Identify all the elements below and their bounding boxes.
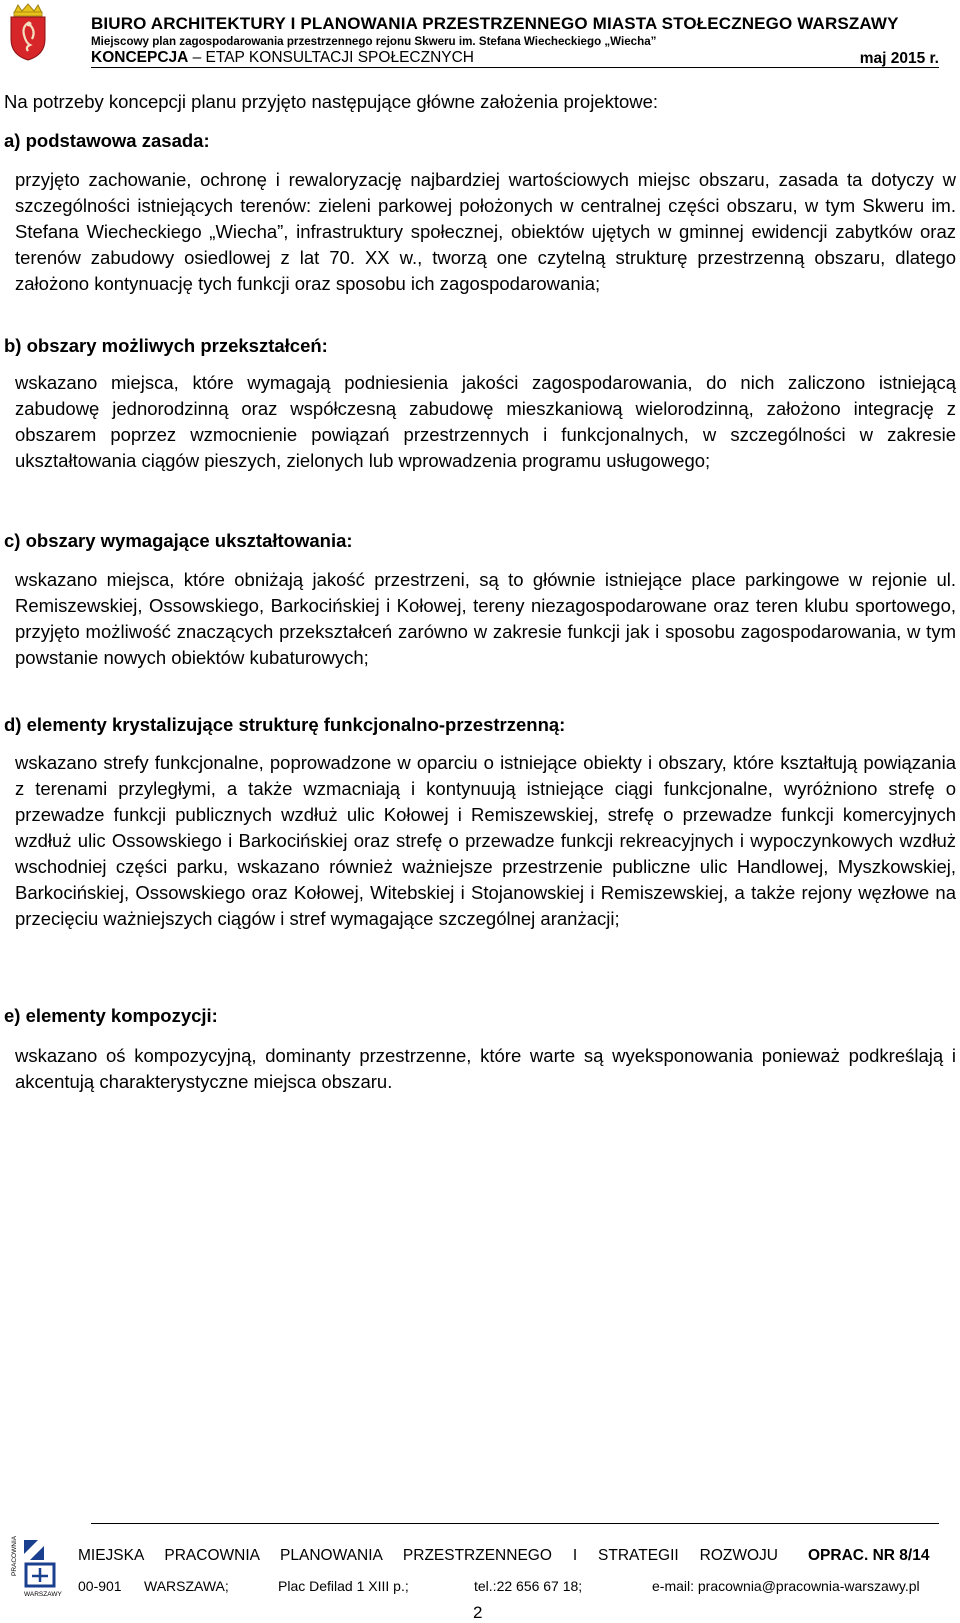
section-heading-a: a) podstawowa zasada: [4, 130, 210, 151]
footer-email: e-mail: pracownia@pracownia-warszawy.pl [652, 1578, 920, 1594]
pracownia-logo-icon [10, 1534, 64, 1598]
section-text-d: wskazano strefy funkcjonalne, poprowadzone w oparciu o istniejące obiekty i obszary, które kształtują powiązania z terenami przyległymi, a także wzmacniają i kontynuują istniejące ciągi funkcjonalne, wyróżniono strefę o przewadze funkcji publicznych wzdłuż ulic Kołowej i Remiszewskiej, strefę o przewadze funkcji komercyjnych wzdłuż ulic Ossowskiego i Barkocińskiej oraz strefę o przewadze funkcji rekreacyjnych i wypoczynkowych wzdłuż wschodniej części parku, wskazano również ważniejsze przestrzenie publiczne ulic Handlowej, Myszkowskiej, Barkocińskiej, Ossowskiego oraz Kołowej, Witebskiej i Stojanowskiej i Remiszewskiej, a także rejony węzłowe na przecięciu ważniejszych ciągów i stref wymagające szczególnej aranżacji; [15, 752, 956, 929]
section-text-a: przyjęto zachowanie, ochronę i rewaloryzację najbardziej wartościowych miejsc obszaru, zasada ta dotyczy w szczególności istniejących terenów: zieleni parkowej położonych w centralnej części obszaru, w tym Skweru im. Stefana Wiecheckiego „Wiecha”, infrastruktury społecznej, obiektów ujętych w gminnej ewidencji zabytków oraz terenów zabudowy osiedlowej z lat 70. XX w., tworzą one czytelną strukturę przestrzenną obszaru, dlatego założono kontynuację tych funkcji oraz sposobu ich zagospodarowania; [15, 169, 956, 294]
section-heading-e: e) elementy kompozycji: [4, 1005, 218, 1026]
institution-title: BIURO ARCHITEKTURY I PLANOWANIA PRZESTRZENNEGO MIASTA STOŁECZNEGO WARSZAWY [91, 14, 899, 33]
logo-bottom-text: WARSZAWY [24, 1591, 62, 1598]
intro-text: Na potrzeby koncepcji planu przyjęto następujące główne założenia projektowe: [4, 91, 659, 112]
logo-side-text: PRACOWNIA [11, 1535, 18, 1576]
section-heading-c: c) obszary wymagające ukształtowania: [4, 530, 353, 551]
footer-address: Plac Defilad 1 XIII p.; [278, 1578, 409, 1594]
header-divider [91, 67, 939, 68]
stage-label-bold: KONCEPCJA [91, 49, 189, 66]
stage-label [91, 49, 474, 67]
plan-subtitle: Miejscowy plan zagospodarowania przestrzennego rejonu Skweru im. Stefana Wiecheckiego „Wiecha” [91, 35, 657, 48]
section-text-e: wskazano oś kompozycyjną, dominanty przestrzenne, które warte są wyeksponowania ponieważ podkreślają i akcentują charakterystyczne miejsca obszaru. [15, 1045, 956, 1092]
section-text-c: wskazano miejsca, które obniżają jakość przestrzeni, są to głównie istniejące place parkingowe w rejonie ul. Remiszewskiej, Ossowskiego, Barkocińskiej i Kołowej, tereny niezagospodarowane oraz teren klubu sportowego, przyjęto możliwość znaczących przekształceń zarówno w zakresie funkcji jak i sposobu zagospodarowania, w tym powstanie nowych obiektów kubaturowych; [15, 569, 956, 668]
footer-postcode: 00-901 [78, 1578, 122, 1594]
document-date: maj 2015 r. [859, 50, 939, 67]
footer-doc-number: OPRAC. NR 8/14 [808, 1547, 930, 1564]
footer-city: WARSZAWA; [144, 1578, 229, 1594]
footer-organization: MIEJSKA PRACOWNIA PLANOWANIA PRZESTRZENNEGO I STRATEGII ROZWOJU [78, 1547, 778, 1564]
section-text-b: wskazano miejsca, które wymagają podniesienia jakości zagospodarowania, do nich zaliczono istniejącą zabudowę jednorodzinną oraz współczesną zabudowę mieszkaniową wielorodzinną, założono integrację z obszarem poprzez wzmocnienie powiązań przestrzennych i funkcjonalnych, w szczególności w zakresie ukształtowania ciągów pieszych, zielonych lub wprowadzenia programu usługowego; [15, 372, 956, 471]
page-number: 2 [473, 1603, 483, 1622]
warsaw-coat-of-arms-icon [8, 3, 48, 61]
stage-label-rest: – ETAP KONSULTACJI SPOŁECZNYCH [188, 49, 474, 66]
footer-divider [91, 1523, 939, 1524]
footer-phone: tel.:22 656 67 18; [474, 1578, 583, 1594]
section-heading-b: b) obszary możliwych przekształceń: [4, 335, 328, 356]
section-heading-d: d) elementy krystalizujące strukturę funkcjonalno-przestrzenną: [4, 714, 566, 735]
